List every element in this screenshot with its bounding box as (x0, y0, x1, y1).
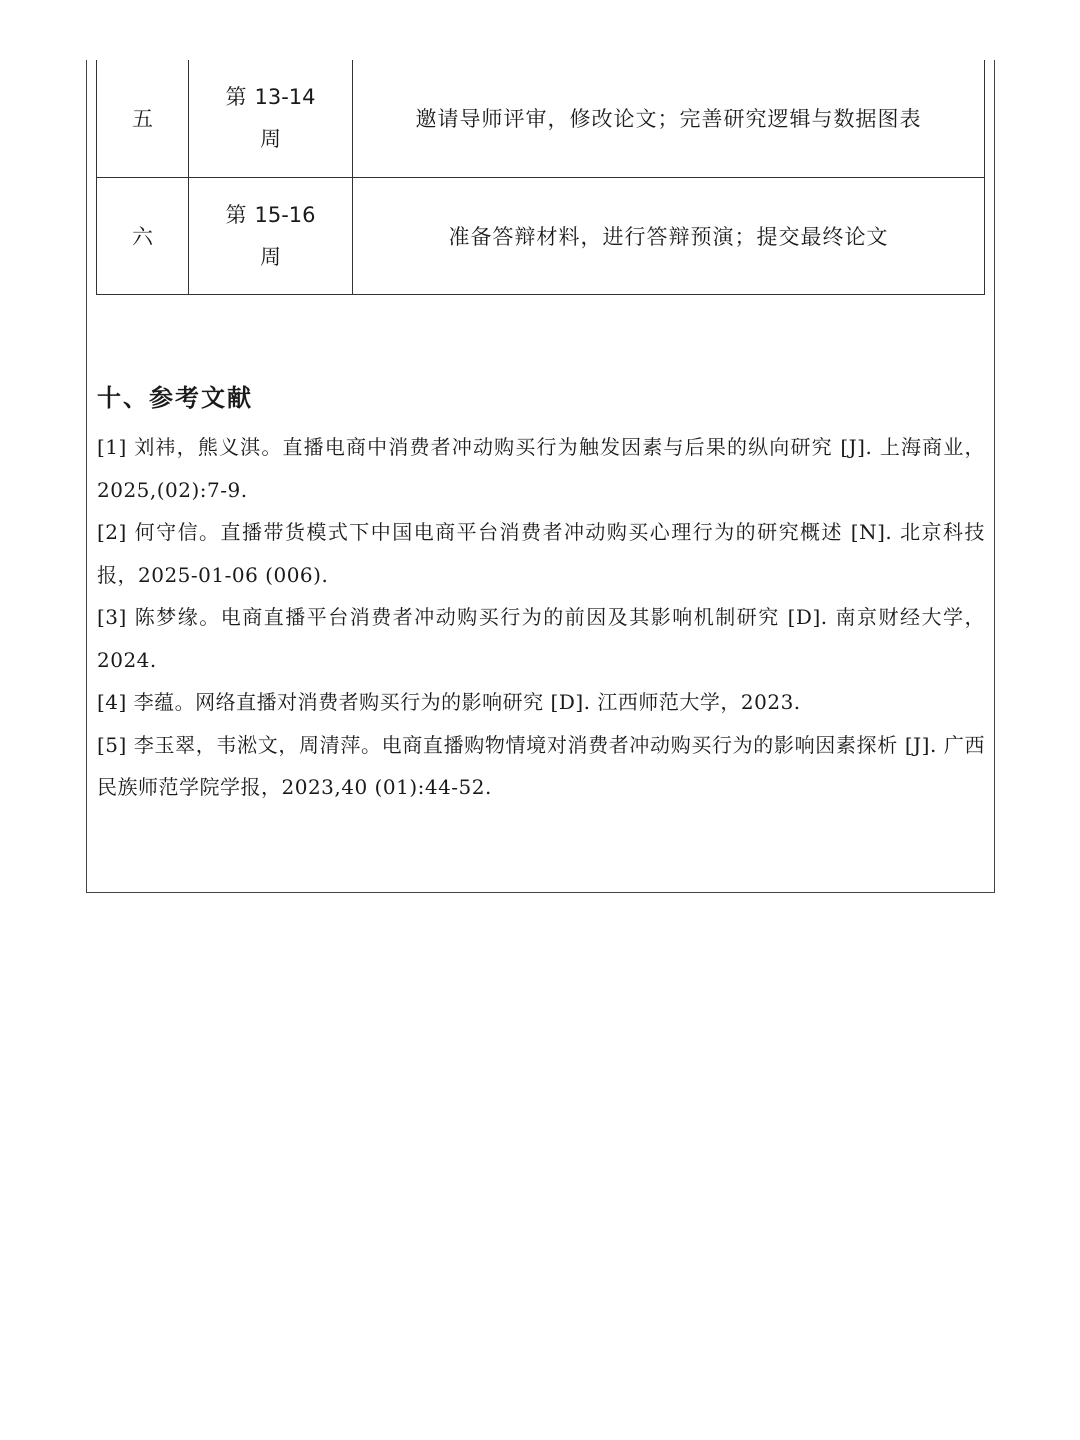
stage-cell: 六 (97, 177, 189, 294)
reference-item: [5] 李玉翠，韦淞文，周清萍。电商直播购物情境对消费者冲动购买行为的影响因素探析 [J]. 广西民族师范学院学报，2023,40 (01):44-52. (97, 732, 985, 799)
table-row (97, 60, 985, 177)
schedule-table (96, 60, 985, 295)
task-cell: 准备答辩材料，进行答辩预演；提交最终论文 (353, 177, 985, 294)
task-cell: 邀请导师评审，修改论文；完善研究逻辑与数据图表 (353, 60, 985, 177)
week-range (189, 76, 352, 118)
week-range (189, 194, 352, 236)
section-title: 十、参考文献 (97, 384, 253, 412)
week-suffix: 周 (260, 127, 281, 152)
reference-item: [3] 陈梦缘。电商直播平台消费者冲动购买行为的前因及其影响机制研究 [D]. 南京财经大学，2024. (97, 605, 985, 672)
table-row (97, 177, 985, 294)
week-prefix: 第 (225, 85, 247, 110)
reference-item: [4] 李蕴。网络直播对消费者购买行为的影响研究 [D]. 江西师范大学，2023. (97, 690, 801, 714)
week-suffix: 周 (260, 244, 281, 269)
stage-cell: 五 (97, 60, 189, 177)
week-cell (189, 60, 353, 177)
reference-list (97, 426, 985, 809)
week-cell (189, 177, 353, 294)
reference-item: [1] 刘祎，熊义淇。直播电商中消费者冲动购买行为触发因素与后果的纵向研究 [J]. 上海商业，2025,(02):7-9. (97, 435, 985, 502)
week-number: 15-16 (254, 202, 316, 227)
week-prefix: 第 (225, 202, 247, 227)
week-number: 13-14 (254, 85, 316, 110)
reference-item: [2] 何守信。直播带货模式下中国电商平台消费者冲动购买心理行为的研究概述 [N]. 北京科技报，2025-01-06 (006). (97, 520, 985, 587)
